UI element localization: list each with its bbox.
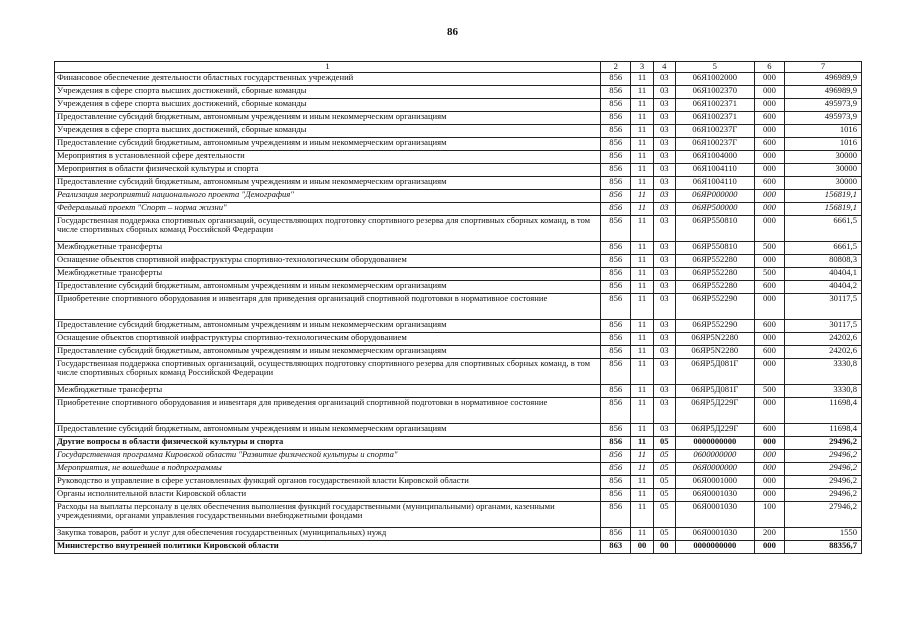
row-name: Предоставление субсидий бюджетным, автономным учреждениям и иным некоммерческим организациям (55, 346, 601, 359)
row-section: 11 (631, 268, 653, 281)
row-name: Предоставление субсидий бюджетным, автономным учреждениям и иным некоммерческим организациям (55, 320, 601, 333)
row-amount: 30000 (785, 151, 862, 164)
header-cell-2: 2 (601, 62, 631, 73)
row-amount: 40404,1 (785, 268, 862, 281)
row-admin-code: 856 (601, 437, 631, 450)
table-row (55, 151, 862, 164)
row-subsection: 03 (653, 281, 675, 294)
table-row (55, 164, 862, 177)
table-row (55, 203, 862, 216)
row-subsection: 05 (653, 528, 675, 541)
row-subsection: 03 (653, 99, 675, 112)
row-amount: 30117,5 (785, 320, 862, 333)
row-amount: 40404,2 (785, 281, 862, 294)
row-target-code: 06Я0000000 (675, 463, 754, 476)
row-target-code: 06Я1002370 (675, 86, 754, 99)
row-section: 11 (631, 476, 653, 489)
page-number: 86 (447, 26, 458, 38)
table-row (55, 346, 862, 359)
row-subsection: 03 (653, 203, 675, 216)
row-target-code: 06ЯР5N2280 (675, 346, 754, 359)
row-target-code: 06ЯР5Д229Г (675, 424, 754, 437)
row-expense-type: 500 (754, 242, 784, 255)
row-subsection: 03 (653, 73, 675, 86)
row-admin-code: 856 (601, 346, 631, 359)
row-section: 11 (631, 359, 653, 385)
row-expense-type: 000 (754, 99, 784, 112)
table-row (55, 398, 862, 424)
row-target-code: 06Я0001030 (675, 528, 754, 541)
row-name: Государственная поддержка спортивных организаций, осуществляющих подготовку спортивного резерва для спортивных сборных команд, в том числе спортивных сборных команд Российской Федерации (55, 216, 601, 242)
row-section: 11 (631, 216, 653, 242)
row-section: 11 (631, 502, 653, 528)
row-section: 11 (631, 151, 653, 164)
table-row (55, 99, 862, 112)
row-subsection: 03 (653, 164, 675, 177)
row-name: Государственная поддержка спортивных организаций, осуществляющих подготовку спортивного резерва для спортивных сборных команд, в том числе спортивных сборных команд Российской Федерации (55, 359, 601, 385)
row-subsection: 03 (653, 346, 675, 359)
row-amount: 6661,5 (785, 242, 862, 255)
table-row (55, 359, 862, 385)
row-expense-type: 000 (754, 164, 784, 177)
table-row (55, 216, 862, 242)
row-subsection: 00 (653, 541, 675, 554)
row-expense-type: 000 (754, 359, 784, 385)
row-admin-code: 856 (601, 177, 631, 190)
table-row (55, 112, 862, 125)
row-amount: 11698,4 (785, 424, 862, 437)
row-target-code: 0000000000 (675, 541, 754, 554)
table-row (55, 333, 862, 346)
row-section: 11 (631, 203, 653, 216)
row-target-code: 06ЯР552290 (675, 294, 754, 320)
row-amount: 30117,5 (785, 294, 862, 320)
row-target-code: 0600000000 (675, 450, 754, 463)
row-expense-type: 000 (754, 398, 784, 424)
row-section: 11 (631, 190, 653, 203)
table-row (55, 463, 862, 476)
row-subsection: 03 (653, 385, 675, 398)
row-section: 11 (631, 450, 653, 463)
row-name: Министерство внутренней политики Кировской области (55, 541, 601, 554)
row-target-code: 06ЯР550810 (675, 216, 754, 242)
row-amount: 30000 (785, 164, 862, 177)
row-target-code: 06Я1004110 (675, 164, 754, 177)
row-target-code: 06Я1002371 (675, 112, 754, 125)
row-section: 11 (631, 463, 653, 476)
row-section: 11 (631, 528, 653, 541)
row-admin-code: 856 (601, 190, 631, 203)
row-name: Учреждения в сфере спорта высших достижений, сборные команды (55, 99, 601, 112)
row-expense-type: 600 (754, 138, 784, 151)
row-section: 11 (631, 164, 653, 177)
row-subsection: 03 (653, 216, 675, 242)
row-admin-code: 856 (601, 242, 631, 255)
row-name: Государственная программа Кировской области "Развитие физической культуры и спорта" (55, 450, 601, 463)
row-target-code: 06ЯР5Д229Г (675, 398, 754, 424)
row-admin-code: 856 (601, 125, 631, 138)
row-amount: 24202,6 (785, 346, 862, 359)
table-row (55, 385, 862, 398)
row-subsection: 05 (653, 450, 675, 463)
row-subsection: 03 (653, 424, 675, 437)
table-row (55, 73, 862, 86)
row-amount: 1550 (785, 528, 862, 541)
table-row (55, 450, 862, 463)
row-expense-type: 000 (754, 333, 784, 346)
table-row (55, 268, 862, 281)
row-subsection: 03 (653, 268, 675, 281)
row-name: Учреждения в сфере спорта высших достижений, сборные команды (55, 86, 601, 99)
row-admin-code: 856 (601, 450, 631, 463)
header-cell-5: 5 (675, 62, 754, 73)
row-section: 11 (631, 177, 653, 190)
row-amount: 3330,8 (785, 359, 862, 385)
row-name: Приобретение спортивного оборудования и инвентаря для приведения организаций спортивной подготовки в нормативное состояние (55, 294, 601, 320)
table-row (55, 294, 862, 320)
row-target-code: 06Я0001000 (675, 476, 754, 489)
row-name: Органы исполнительной власти Кировской области (55, 489, 601, 502)
row-admin-code: 856 (601, 99, 631, 112)
table-row (55, 437, 862, 450)
row-subsection: 05 (653, 502, 675, 528)
row-amount: 29496,2 (785, 476, 862, 489)
row-expense-type: 600 (754, 281, 784, 294)
row-section: 11 (631, 281, 653, 294)
table-row (55, 476, 862, 489)
row-name: Другие вопросы в области физической культуры и спорта (55, 437, 601, 450)
row-amount: 6661,5 (785, 216, 862, 242)
row-subsection: 03 (653, 138, 675, 151)
row-admin-code: 856 (601, 424, 631, 437)
row-target-code: 06Я1004110 (675, 177, 754, 190)
row-amount: 29496,2 (785, 437, 862, 450)
row-subsection: 03 (653, 294, 675, 320)
row-target-code: 06ЯР552290 (675, 320, 754, 333)
row-admin-code: 856 (601, 476, 631, 489)
row-target-code: 06ЯР500000 (675, 203, 754, 216)
row-expense-type: 100 (754, 502, 784, 528)
row-name: Предоставление субсидий бюджетным, автономным учреждениям и иным некоммерческим организациям (55, 281, 601, 294)
row-subsection: 03 (653, 190, 675, 203)
row-expense-type: 600 (754, 177, 784, 190)
row-admin-code: 856 (601, 528, 631, 541)
row-expense-type: 000 (754, 216, 784, 242)
row-expense-type: 500 (754, 268, 784, 281)
row-amount: 496989,9 (785, 86, 862, 99)
row-admin-code: 856 (601, 463, 631, 476)
table-row (55, 255, 862, 268)
row-name: Мероприятия в установленной сфере деятельности (55, 151, 601, 164)
table-row (55, 281, 862, 294)
row-target-code: 06ЯР5N2280 (675, 333, 754, 346)
row-amount: 495973,9 (785, 99, 862, 112)
row-section: 11 (631, 385, 653, 398)
table-row (55, 424, 862, 437)
table-row (55, 320, 862, 333)
row-name: Учреждения в сфере спорта высших достижений, сборные команды (55, 125, 601, 138)
row-section: 11 (631, 112, 653, 125)
row-expense-type: 600 (754, 320, 784, 333)
row-target-code: 06ЯР5Д081Г (675, 359, 754, 385)
row-subsection: 03 (653, 112, 675, 125)
row-name: Мероприятия, не вошедшие в подпрограммы (55, 463, 601, 476)
row-target-code: 06ЯР552280 (675, 281, 754, 294)
row-section: 11 (631, 424, 653, 437)
row-subsection: 03 (653, 86, 675, 99)
row-subsection: 03 (653, 177, 675, 190)
header-cell-4: 4 (653, 62, 675, 73)
row-subsection: 03 (653, 359, 675, 385)
row-section: 11 (631, 398, 653, 424)
row-section: 11 (631, 294, 653, 320)
row-subsection: 05 (653, 489, 675, 502)
row-target-code: 06Я1002000 (675, 73, 754, 86)
table-header-row (55, 62, 862, 73)
row-name: Межбюджетные трансферты (55, 385, 601, 398)
row-expense-type: 000 (754, 476, 784, 489)
row-amount: 30000 (785, 177, 862, 190)
row-name: Федеральный проект "Спорт – норма жизни" (55, 203, 601, 216)
table-body (55, 73, 862, 554)
header-cell-1: 1 (55, 62, 601, 73)
row-section: 11 (631, 255, 653, 268)
row-name: Финансовое обеспечение деятельности областных государственных учреждений (55, 73, 601, 86)
row-name: Оснащение объектов спортивной инфраструктуры спортивно-технологическим оборудованием (55, 333, 601, 346)
row-subsection: 03 (653, 242, 675, 255)
row-admin-code: 856 (601, 333, 631, 346)
row-target-code: 06ЯР552280 (675, 255, 754, 268)
row-admin-code: 856 (601, 138, 631, 151)
row-admin-code: 856 (601, 294, 631, 320)
row-name: Расходы на выплаты персоналу в целях обеспечения выполнения функций государственными (муниципальными) органами, казенными учреждениями, органами управления государственными внебюджетными фондами (55, 502, 601, 528)
row-section: 11 (631, 86, 653, 99)
row-admin-code: 856 (601, 112, 631, 125)
row-name: Закупка товаров, работ и услуг для обеспечения государственных (муниципальных) нужд (55, 528, 601, 541)
row-expense-type: 000 (754, 489, 784, 502)
table-row (55, 125, 862, 138)
header-cell-7: 7 (785, 62, 862, 73)
row-expense-type: 000 (754, 73, 784, 86)
row-amount: 495973,9 (785, 112, 862, 125)
row-admin-code: 856 (601, 86, 631, 99)
row-subsection: 03 (653, 398, 675, 424)
row-expense-type: 000 (754, 125, 784, 138)
row-admin-code: 856 (601, 359, 631, 385)
table-row (55, 541, 862, 554)
row-name: Приобретение спортивного оборудования и инвентаря для приведения организаций спортивной подготовки в нормативное состояние (55, 398, 601, 424)
row-section: 00 (631, 541, 653, 554)
row-subsection: 03 (653, 333, 675, 346)
row-amount: 29496,2 (785, 489, 862, 502)
row-amount: 1016 (785, 125, 862, 138)
row-amount: 3330,8 (785, 385, 862, 398)
row-expense-type: 000 (754, 294, 784, 320)
row-target-code: 06Я100237Г (675, 125, 754, 138)
row-target-code: 0000000000 (675, 437, 754, 450)
row-amount: 29496,2 (785, 450, 862, 463)
row-target-code: 06ЯР5Д081Г (675, 385, 754, 398)
row-amount: 24202,6 (785, 333, 862, 346)
row-expense-type: 000 (754, 255, 784, 268)
row-admin-code: 856 (601, 281, 631, 294)
row-admin-code: 856 (601, 255, 631, 268)
row-target-code: 06ЯР550810 (675, 242, 754, 255)
row-expense-type: 500 (754, 385, 784, 398)
budget-table (54, 61, 862, 554)
row-subsection: 03 (653, 125, 675, 138)
row-name: Предоставление субсидий бюджетным, автономным учреждениям и иным некоммерческим организациям (55, 112, 601, 125)
row-expense-type: 200 (754, 528, 784, 541)
row-subsection: 03 (653, 320, 675, 333)
table-row (55, 502, 862, 528)
row-admin-code: 856 (601, 151, 631, 164)
row-target-code: 06Я100237Г (675, 138, 754, 151)
row-name: Предоставление субсидий бюджетным, автономным учреждениям и иным некоммерческим организациям (55, 424, 601, 437)
row-name: Предоставление субсидий бюджетным, автономным учреждениям и иным некоммерческим организациям (55, 138, 601, 151)
row-amount: 88356,7 (785, 541, 862, 554)
row-target-code: 06Я0001030 (675, 489, 754, 502)
row-expense-type: 600 (754, 346, 784, 359)
row-section: 11 (631, 99, 653, 112)
row-expense-type: 000 (754, 151, 784, 164)
row-admin-code: 856 (601, 164, 631, 177)
row-name: Мероприятия в области физической культуры и спорта (55, 164, 601, 177)
row-subsection: 03 (653, 255, 675, 268)
row-section: 11 (631, 489, 653, 502)
row-section: 11 (631, 73, 653, 86)
row-admin-code: 856 (601, 398, 631, 424)
row-target-code: 06ЯР552280 (675, 268, 754, 281)
row-section: 11 (631, 138, 653, 151)
row-subsection: 05 (653, 437, 675, 450)
row-expense-type: 000 (754, 203, 784, 216)
row-expense-type: 000 (754, 86, 784, 99)
row-admin-code: 856 (601, 73, 631, 86)
row-amount: 29496,2 (785, 463, 862, 476)
row-amount: 156819,1 (785, 190, 862, 203)
row-subsection: 05 (653, 463, 675, 476)
row-expense-type: 000 (754, 437, 784, 450)
row-section: 11 (631, 320, 653, 333)
header-cell-6: 6 (754, 62, 784, 73)
table-row (55, 86, 862, 99)
row-admin-code: 856 (601, 320, 631, 333)
table-row (55, 190, 862, 203)
table-row (55, 177, 862, 190)
row-amount: 80808,3 (785, 255, 862, 268)
table-row (55, 489, 862, 502)
row-expense-type: 000 (754, 463, 784, 476)
row-amount: 156819,1 (785, 203, 862, 216)
row-name: Руководство и управление в сфере установленных функций органов государственной власти Кировской области (55, 476, 601, 489)
row-admin-code: 856 (601, 502, 631, 528)
row-section: 11 (631, 242, 653, 255)
row-section: 11 (631, 125, 653, 138)
row-expense-type: 600 (754, 112, 784, 125)
row-admin-code: 856 (601, 203, 631, 216)
row-section: 11 (631, 346, 653, 359)
row-admin-code: 856 (601, 268, 631, 281)
row-name: Межбюджетные трансферты (55, 268, 601, 281)
table-row (55, 138, 862, 151)
row-name: Межбюджетные трансферты (55, 242, 601, 255)
row-expense-type: 000 (754, 450, 784, 463)
header-cell-3: 3 (631, 62, 653, 73)
row-admin-code: 856 (601, 489, 631, 502)
row-amount: 27946,2 (785, 502, 862, 528)
row-target-code: 06Я1004000 (675, 151, 754, 164)
row-expense-type: 000 (754, 190, 784, 203)
row-expense-type: 000 (754, 541, 784, 554)
row-name: Реализация мероприятий национального проекта "Демография" (55, 190, 601, 203)
row-name: Предоставление субсидий бюджетным, автономным учреждениям и иным некоммерческим организациям (55, 177, 601, 190)
row-amount: 11698,4 (785, 398, 862, 424)
table-row (55, 528, 862, 541)
row-subsection: 05 (653, 476, 675, 489)
row-amount: 1016 (785, 138, 862, 151)
row-admin-code: 863 (601, 541, 631, 554)
row-admin-code: 856 (601, 216, 631, 242)
table-row (55, 242, 862, 255)
row-subsection: 03 (653, 151, 675, 164)
row-expense-type: 600 (754, 424, 784, 437)
row-target-code: 06ЯР000000 (675, 190, 754, 203)
row-amount: 496989,9 (785, 73, 862, 86)
row-section: 11 (631, 333, 653, 346)
row-admin-code: 856 (601, 385, 631, 398)
row-section: 11 (631, 437, 653, 450)
row-target-code: 06Я1002371 (675, 99, 754, 112)
row-name: Оснащение объектов спортивной инфраструктуры спортивно-технологическим оборудованием (55, 255, 601, 268)
row-target-code: 06Я0001030 (675, 502, 754, 528)
